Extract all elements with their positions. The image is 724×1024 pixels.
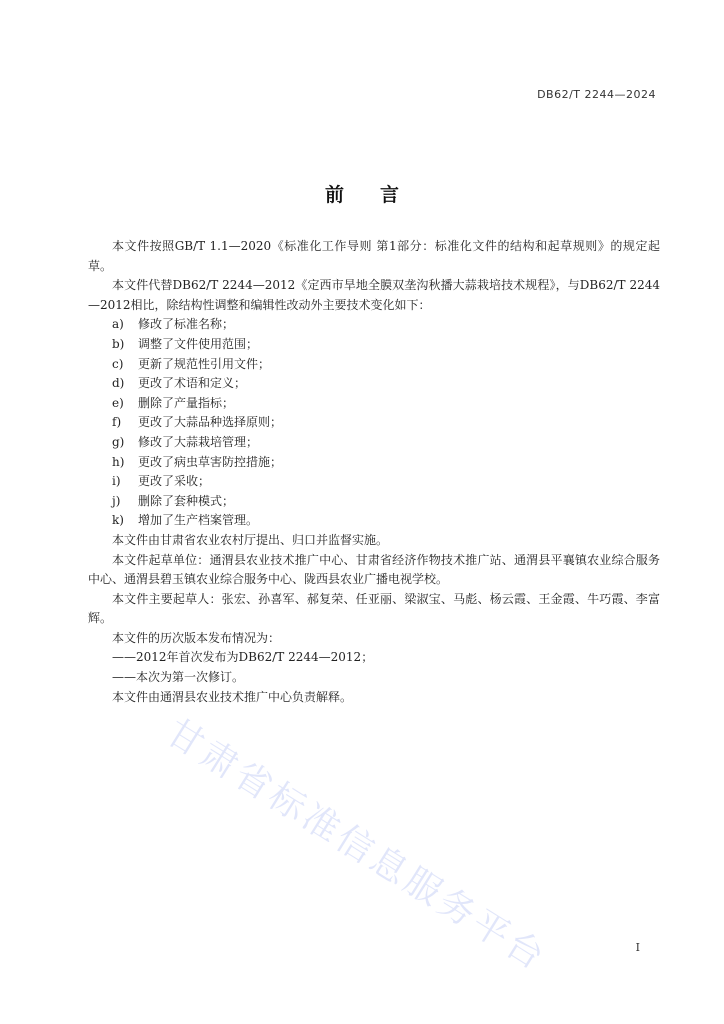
list-item (88, 433, 660, 453)
list-text: 增加了生产档案管理。 (138, 513, 259, 528)
list-item (88, 453, 660, 473)
list-text: 修改了标准名称； (138, 317, 235, 332)
list-text: 更改了病虫草害防控措施； (138, 454, 283, 469)
list-item (88, 315, 660, 335)
intro-paragraph-2: 本文件代替DB62/T 2244—2012《定西市旱地全膜双垄沟秋播大蒜栽培技术规程》，与DB62/T 2244—2012相比，除结构性调整和编辑性改动外主要技术变化如下： (88, 278, 660, 312)
list-text: 更新了规范性引用文件； (138, 356, 271, 371)
interpretation-paragraph: 本文件由通渭县农业技术推广中心负责解释。 (112, 689, 353, 704)
list-marker: h) (112, 454, 125, 469)
list-item (88, 335, 660, 355)
list-item (88, 374, 660, 394)
list-marker: d) (112, 376, 125, 391)
list-item (88, 511, 660, 531)
intro-paragraph-1: 本文件按照GB/T 1.1—2020《标准化工作导则 第1部分：标准化文件的结构和起草规则》的规定起草。 (88, 239, 660, 273)
list-marker: j) (112, 493, 121, 508)
document-code: DB62/T 2244—2024 (537, 88, 656, 101)
page-number: I (635, 941, 640, 954)
list-text: 更改了术语和定义； (138, 376, 247, 391)
history-item: ——2012年首次发布为DB62/T 2244—2012； (112, 650, 374, 665)
list-marker: a) (112, 317, 124, 332)
document-body (88, 237, 660, 707)
history-item: ——本次为第一次修订。 (112, 670, 245, 685)
drafting-units-paragraph: 本文件起草单位：通渭县农业技术推广中心、甘肃省经济作物技术推广站、通渭县平襄镇农业综合服务中心、通渭县碧玉镇农业综合服务中心、陇西县农业广播电视学校。 (88, 552, 660, 587)
list-marker: k) (112, 513, 124, 528)
list-item (88, 355, 660, 375)
changes-list (88, 315, 660, 531)
drafters-paragraph: 本文件主要起草人：张宏、孙喜军、郝复荣、任亚丽、梁淑宝、马彪、杨云霞、王金霞、牛巧霞、李富辉。 (88, 591, 660, 626)
list-item (88, 472, 660, 492)
list-item (88, 492, 660, 512)
list-marker: e) (112, 395, 124, 410)
list-marker: g) (112, 434, 125, 449)
list-text: 删除了套种模式； (138, 493, 235, 508)
list-text: 更改了采收； (138, 474, 211, 489)
list-text: 删除了产量指标； (138, 395, 235, 410)
list-marker: i) (112, 474, 121, 489)
list-marker: b) (112, 336, 125, 351)
history-heading-paragraph: 本文件的历次版本发布情况为： (112, 630, 281, 645)
list-text: 调整了文件使用范围； (138, 336, 259, 351)
watermark-text: 甘肃省标准信息服务平台 (159, 711, 554, 980)
page-title: 前言 (324, 184, 435, 206)
list-marker: c) (112, 356, 124, 371)
list-marker: f) (112, 415, 122, 430)
proposer-paragraph: 本文件由甘肃省农业农村厅提出、归口并监督实施。 (112, 532, 389, 547)
list-text: 修改了大蒜栽培管理； (138, 434, 259, 449)
list-item (88, 413, 660, 433)
list-text: 更改了大蒜品种选择原则； (138, 415, 283, 430)
list-item (88, 394, 660, 414)
